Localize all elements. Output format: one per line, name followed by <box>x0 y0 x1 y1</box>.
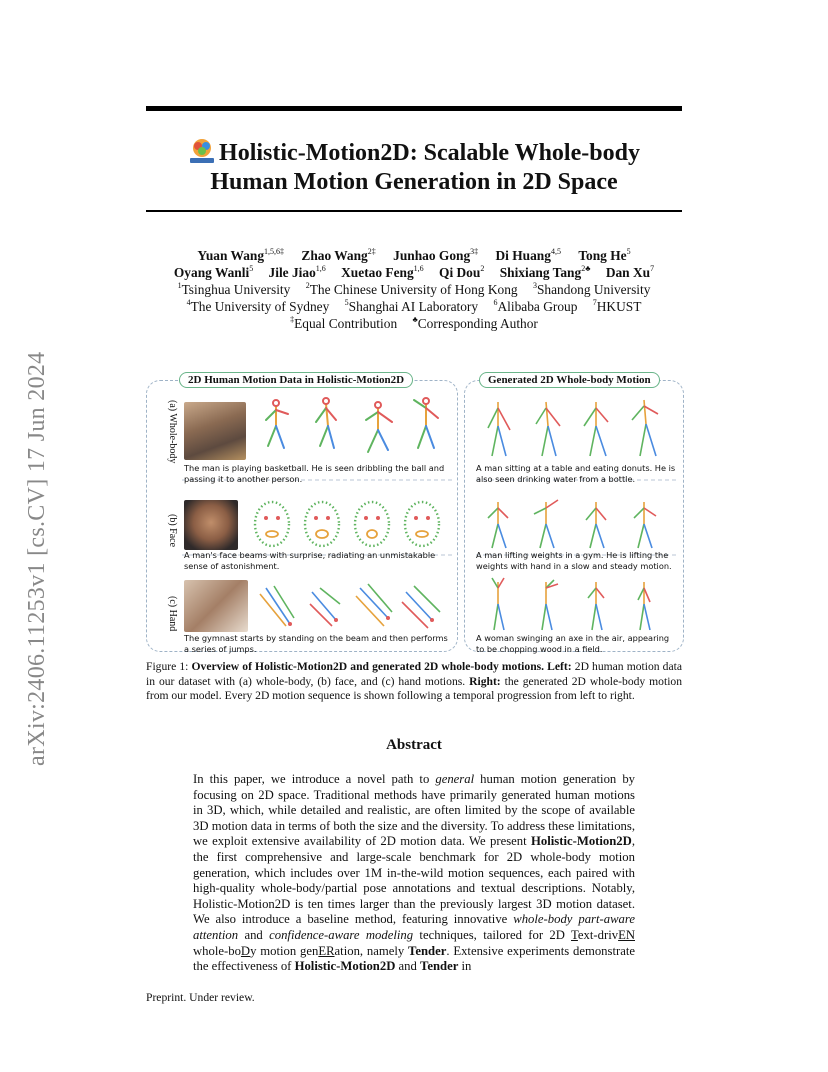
title-line-1: Holistic-Motion2D: Scalable Whole-body <box>219 140 640 166</box>
abstract-text: in <box>458 959 472 974</box>
generated-skeletons-row2 <box>476 494 676 550</box>
affil-text: Alibaba Group <box>497 299 578 314</box>
author-name: Oyang Wanli <box>173 265 250 280</box>
right-panel-title: Generated 2D Whole-body Motion <box>479 372 660 388</box>
author-sup: 2♣ <box>581 264 591 273</box>
abstract-heading: Abstract <box>386 737 442 753</box>
acronym-letter: EN <box>618 927 635 942</box>
affil-text: Shandong University <box>536 282 651 297</box>
abstract-text: , the first comprehensive and large-scale benchmark for 2D whole-body motion generation, which includes over 1M in-the-wild motion sequences, each paired with high-quality whole-body/partial pose annotations and textual descriptions. Notably, Holistic-Motion2D is ten times larger than the previously largest 3D motion dataset. We also introduce a baseline method, featuring innovative <box>193 834 635 927</box>
whole-body-skeletons-left <box>246 396 456 464</box>
contribution-notes <box>146 315 682 332</box>
affiliation-line-2 <box>146 298 682 315</box>
abstract-bold: Tender <box>420 959 459 974</box>
figure-caption-text-1: 2D human motion data in our dataset with (a) whole-body, (b) face, and (c) hand motions. <box>146 660 682 688</box>
affil-sup: 1 <box>177 281 182 290</box>
author-sup: 2‡ <box>367 247 376 256</box>
row-label-hand: (c) Hand <box>167 596 178 632</box>
affiliation-line-1 <box>146 281 682 298</box>
abstract-text: In this paper, we introduce a novel path to <box>193 772 436 786</box>
caption-generated-row1: A man sitting at a table and eating donuts. He is also seen drinking water from a bottle. <box>476 463 676 484</box>
author-name: Tong He <box>578 248 627 263</box>
affil-sup: 6 <box>493 298 498 307</box>
paper-title <box>146 138 682 197</box>
author-sup: 5 <box>626 247 631 256</box>
face-photo <box>184 500 238 550</box>
row-label-whole-body: (a) Whole-body <box>167 400 178 464</box>
figure-caption-bold: Overview of Holistic-Motion2D and generated 2D whole-body motions. Left: <box>191 660 572 673</box>
author-sup: 1,5,6‡ <box>264 247 285 256</box>
abstract-italic: whole-body part-aware attention <box>193 912 635 942</box>
author-sup: 4,5 <box>550 247 561 256</box>
abstract-bold: Holistic-Motion2D <box>531 834 632 849</box>
note-sup: ♣ <box>412 315 418 324</box>
author-name: Zhao Wang <box>301 248 368 263</box>
author-sup: 5 <box>249 264 254 273</box>
title-bottom-rule <box>146 210 682 212</box>
generated-skeletons-row3 <box>476 574 676 632</box>
hand-skeletons-left <box>250 578 450 634</box>
affil-sup: 4 <box>186 298 191 307</box>
abstract-text: techniques, tailored for 2D <box>413 927 572 942</box>
caption-generated-row3: A woman swinging an axe in the air, appearing to be chopping wood in a field. <box>476 633 670 654</box>
author-name: Junhao Gong <box>393 248 471 263</box>
author-name: Di Huang <box>495 248 551 263</box>
affil-text: HKUST <box>596 299 642 314</box>
caption-whole-body-left: The man is playing basketball. He is seen dribbling the ball and passing it to another person. <box>184 463 445 484</box>
affil-text: Shanghai AI Laboratory <box>348 299 479 314</box>
author-name: Qi Dou <box>439 265 481 280</box>
affil-sup: 3 <box>532 281 537 290</box>
abstract-bold: Holistic-Motion2D <box>294 959 396 974</box>
figure-caption <box>146 660 682 704</box>
abstract-text: . Extensive experiments demonstrate the effectiveness of <box>193 943 635 974</box>
figure-1 <box>146 370 682 655</box>
abstract-text: human motion generation by focusing on 2D space. Traditional methods have primarily generated human motions in 3D, which, while detailed and realistic, are often limited by the scope of available 3D motion data in terms of both the size and the diversity. To address these limitations, we exploit extensive availability of 2D motion data. We present <box>193 772 636 849</box>
author-name: Xuetao Feng <box>341 265 414 280</box>
affil-sup: 7 <box>592 298 597 307</box>
arxiv-side-label: arXiv:2406.11253v1 [cs.CV] 17 Jun 2024 <box>24 351 50 766</box>
abstract-text: and <box>238 927 270 942</box>
basketball-photo <box>184 402 246 460</box>
title-top-rule <box>146 106 682 111</box>
author-name: Dan Xu <box>605 265 651 280</box>
note-text: Equal Contribution <box>294 316 398 331</box>
abstract-text: and <box>395 959 421 974</box>
author-line-1 <box>146 247 682 264</box>
author-sup: 2 <box>480 264 485 273</box>
author-name: Shixiang Tang <box>499 265 582 280</box>
gymnast-photo <box>184 580 248 632</box>
author-sup: 3‡ <box>470 247 479 256</box>
abstract-text: ext-driv <box>577 927 619 942</box>
preprint-footer: Preprint. Under review. <box>146 991 255 1004</box>
author-name: Yuan Wang <box>197 248 265 263</box>
abstract-text: whole-bo <box>193 943 241 958</box>
affil-text: Tsinghua University <box>181 282 291 297</box>
row-label-face: (b) Face <box>167 514 178 548</box>
abstract-text: y motion gen <box>250 943 319 958</box>
author-block <box>146 247 682 332</box>
author-sup: 7 <box>650 264 655 273</box>
abstract-text: ation, namely <box>334 943 409 958</box>
affil-text: The University of Sydney <box>190 299 330 314</box>
acronym-letter: T <box>571 927 578 942</box>
abstract-italic: confidence-aware modeling <box>269 927 414 942</box>
author-name: Jile Jiao <box>268 265 316 280</box>
author-line-2 <box>146 264 682 281</box>
abstract-body <box>193 772 635 975</box>
face-landmarks-left <box>246 496 451 552</box>
figure-label: Figure 1: <box>146 660 189 673</box>
generated-skeletons-row1 <box>476 394 676 460</box>
caption-hand-left: The gymnast starts by standing on the beam and then performs a series of jumps. <box>184 633 448 654</box>
figure-caption-text-2: the generated 2D whole-body motion from our model. Every 2D motion sequence is shown following a temporal progression from left to right. <box>146 674 683 702</box>
caption-generated-row2: A man lifting weights in a gym. He is lifting the weights with hand in a slow and steady motion. <box>476 550 672 571</box>
affil-sup: 5 <box>344 298 349 307</box>
acronym-letter: ER <box>318 943 335 958</box>
affil-text: The Chinese University of Hong Kong <box>309 282 518 297</box>
author-sup: 1,6 <box>315 264 326 273</box>
affil-sup: 2 <box>305 281 310 290</box>
abstract-bold: Tender <box>408 943 447 958</box>
figure-caption-bold-2: Right: <box>469 674 501 688</box>
caption-face-left: A man's face beams with surprise, radiating an unmistakable sense of astonishment. <box>184 550 436 571</box>
acronym-letter: D <box>240 943 251 958</box>
left-panel-title: 2D Human Motion Data in Holistic-Motion2D <box>179 372 413 388</box>
title-line-2: Human Motion Generation in 2D Space <box>210 169 618 195</box>
holistic-logo-icon <box>188 138 216 164</box>
abstract-italic: general <box>435 772 475 786</box>
note-sup: ‡ <box>290 315 295 324</box>
note-text: Corresponding Author <box>417 316 538 331</box>
author-sup: 1,6 <box>413 264 424 273</box>
